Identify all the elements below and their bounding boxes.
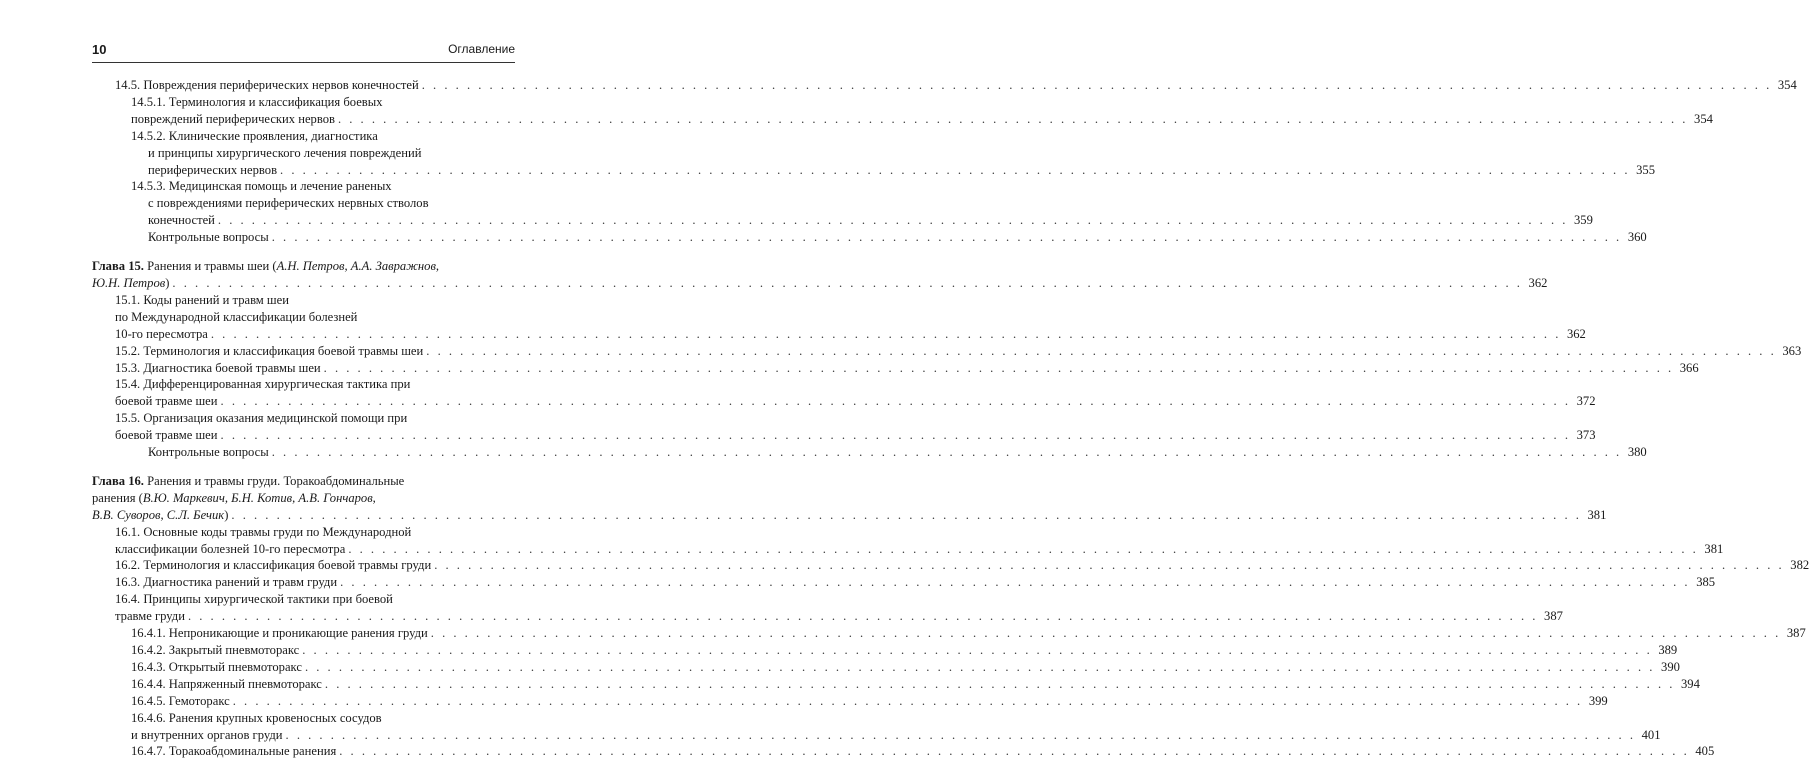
chapter-authors: В.Ю. Маркевич, Б.Н. Котив, А.В. Гончаров, bbox=[142, 490, 376, 505]
running-title: Оглавление bbox=[448, 42, 515, 56]
dot-leader: . . . . . . . . . . . . . . . . . . . . . . . . . . . . . . . . . . . . . . . . . . . . . . . . . . . . . . . . . . . . . . . . . . . . . . . . . . . . . . . . . . . . . . . . . . . . . . . . . . . . . . . . . . . . . . . . . . . . . . . . bbox=[210, 326, 1561, 341]
dot-leader: . . . . . . . . . . . . . . . . . . . . . . . . . . . . . . . . . . . . . . . . . . . . . . . . . . . . . . . . . . . . . . . . . . . . . . . . . . . . . . . . . . . . . . . . . . . . . . . . . . . . . . . . . . . . . . . . . . . . . . . . bbox=[285, 727, 1636, 742]
chapter-authors: В.В. Суворов, С.Л. Бечик bbox=[92, 507, 225, 522]
toc-entry-text: периферических нервов bbox=[148, 162, 278, 177]
toc-entry-text: 15.4. Дифференцированная хирургическая тактика при bbox=[115, 377, 411, 392]
toc-page-number: 381 bbox=[1704, 541, 1724, 556]
toc-page-number: 385 bbox=[1696, 575, 1716, 590]
toc-page-number: 362 bbox=[1566, 326, 1586, 341]
toc-entry-text: 14.5.1. Терминология и классификация боевых bbox=[131, 94, 383, 109]
toc-line-with-page bbox=[92, 727, 1661, 744]
toc-page-number: 399 bbox=[1588, 693, 1608, 708]
chapter-line bbox=[92, 258, 515, 275]
toc-entry-text: боевой травме шеи bbox=[115, 428, 218, 443]
dot-leader: . . . . . . . . . . . . . . . . . . . . . . . . . . . . . . . . . . . . . . . . . . . . . . . . . . . . . . . . . . . . . . . . . . . . . . . . . . . . . . . . . . . . . . . . . . . . . . . . . . . . . . . . . . . . . . . . . . . . . . . . bbox=[220, 394, 1571, 409]
toc-page-number: 394 bbox=[1681, 676, 1700, 691]
toc-page-number: 360 bbox=[1627, 230, 1647, 245]
toc-entry-text: 14.5.3. Медицинская помощь и лечение раненых bbox=[131, 179, 392, 194]
toc-line-with-page bbox=[92, 212, 1593, 229]
dot-leader: . . . . . . . . . . . . . . . . . . . . . . . . . . . . . . . . . . . . . . . . . . . . . . . . . . . . . . . . . . . . . . . . . . . . . . . . . . . . . . . . . . . . . . . . . . . . . . . . . . . . . . . . . . . . . . . . . . . . . . . . bbox=[220, 428, 1571, 443]
chapter-authors: А.Н. Петров, А.А. Завражнов, bbox=[276, 259, 440, 274]
toc-entry-text: 15.2. Терминология и классификация боевой травмы шеи bbox=[115, 343, 424, 358]
toc-entry bbox=[92, 229, 1647, 246]
toc-line-with-page bbox=[92, 608, 1563, 625]
chapter-line bbox=[92, 507, 228, 524]
toc-entry-text: классификации болезней 10-го пересмотра bbox=[115, 541, 346, 556]
chapter-authors: Ю.Н. Петров bbox=[92, 275, 166, 290]
toc-line-with-page bbox=[92, 642, 1678, 659]
toc-entry-text: 16.4.6. Ранения крупных кровеносных сосудов bbox=[131, 710, 382, 725]
toc-page-number: 359 bbox=[1574, 213, 1593, 228]
toc-entry bbox=[92, 343, 1802, 360]
toc-entry bbox=[92, 659, 1680, 676]
toc-line-with-page bbox=[92, 162, 1655, 179]
toc-entry-text: 15.5. Организация оказания медицинской помощи при bbox=[115, 411, 408, 426]
toc-entry bbox=[92, 574, 1716, 591]
toc-entry-text: 15.1. Коды ранений и травм шеи bbox=[115, 292, 289, 307]
toc-entry-text: повреждений периферических нервов bbox=[131, 111, 335, 126]
toc-line-with-page bbox=[92, 427, 1596, 444]
toc-line-with-page bbox=[92, 77, 1797, 94]
dot-leader: . . . . . . . . . . . . . . . . . . . . . . . . . . . . . . . . . . . . . . . . . . . . . . . . . . . . . . . . . . . . . . . . . . . . . . . . . . . . . . . . . . . . . . . . . . . . . . . . . . . . . . . . . . . . . . . . . . . . . . . . bbox=[304, 659, 1655, 674]
toc-entry-text: 10-го пересмотра bbox=[115, 326, 208, 341]
toc-line-with-page bbox=[92, 743, 1715, 760]
chapter-line bbox=[92, 275, 169, 292]
toc-entry-text: 16.4.4. Напряженный пневмоторакс bbox=[131, 676, 322, 691]
dot-leader: . . . . . . . . . . . . . . . . . . . . . . . . . . . . . . . . . . . . . . . . . . . . . . . . . . . . . . . . . . . . . . . . . . . . . . . . . . . . . . . . . . . . . . . . . . . . . . . . . . . . . . . . . . . . . . . . . . . . . . . . bbox=[421, 78, 1772, 92]
toc-entry bbox=[92, 743, 1715, 760]
toc-line-with-page bbox=[92, 111, 1713, 128]
toc-entry-text: по Международной классификации болезней bbox=[115, 309, 358, 324]
toc-entry-text: 14.5. Повреждения периферических нервов конечностей bbox=[115, 78, 419, 92]
toc-page-number: 363 bbox=[1782, 343, 1802, 358]
toc-line-with-page bbox=[92, 574, 1716, 591]
toc-page-number: 354 bbox=[1777, 78, 1797, 92]
toc-line-with-page bbox=[92, 360, 1699, 377]
toc-page-number: 389 bbox=[1658, 643, 1678, 657]
toc-entry-text: 16.3. Диагностика ранений и травм груди bbox=[115, 575, 338, 590]
chapter-line bbox=[92, 473, 515, 490]
toc-page-number: 405 bbox=[1695, 744, 1715, 759]
dot-leader: . . . . . . . . . . . . . . . . . . . . . . . . . . . . . . . . . . . . . . . . . . . . . . . . . . . . . . . . . . . . . . . . . . . . . . . . . . . . . . . . . . . . . . . . . . . . . . . . . . . . . . . . . . . . . . . . . . . . . . . . bbox=[348, 541, 1699, 556]
toc-entry-text: 16.4.7. Торакоабдоминальные ранения bbox=[131, 744, 337, 759]
toc-entry bbox=[92, 524, 1724, 558]
toc-entry bbox=[92, 710, 1661, 744]
dot-leader: . . . . . . . . . . . . . . . . . . . . . . . . . . . . . . . . . . . . . . . . . . . . . . . . . . . . . . . . . . . . . . . . . . . . . . . . . . . . . . . . . . . . . . . . . . . . . . . . . . . . . . . . . . . . . . . . . . . . . . . . bbox=[426, 343, 1777, 358]
toc-line-with-page bbox=[92, 541, 1724, 558]
chapter-heading bbox=[92, 473, 1607, 524]
toc-entry-text: травме груди bbox=[115, 609, 185, 624]
toc-entry-text: и внутренних органов груди bbox=[131, 727, 283, 742]
toc-line-with-page bbox=[92, 625, 1806, 642]
toc-entry-text: с повреждениями периферических нервных стволов bbox=[148, 196, 429, 211]
toc-section bbox=[92, 77, 1797, 246]
toc-page-number: 373 bbox=[1576, 428, 1596, 443]
toc-entry bbox=[92, 178, 1593, 229]
toc-entry bbox=[92, 410, 1596, 444]
toc-entry bbox=[92, 444, 1647, 461]
toc-line-with-page bbox=[92, 393, 1596, 410]
dot-leader: . . . . . . . . . . . . . . . . . . . . . . . . . . . . . . . . . . . . . . . . . . . . . . . . . . . . . . . . . . . . . . . . . . . . . . . . . . . . . . . . . . . . . . . . . . . . . . . . . . . . . . . . . . . . . . . . . . . . . . . . bbox=[323, 360, 1674, 375]
toc-entry bbox=[92, 557, 1809, 574]
toc-entry bbox=[92, 625, 1806, 642]
dot-leader: . . . . . . . . . . . . . . . . . . . . . . . . . . . . . . . . . . . . . . . . . . . . . . . . . . . . . . . . . . . . . . . . . . . . . . . . . . . . . . . . . . . . . . . . . . . . . . . . . . . . . . . . . . . . . . . . . . . . . . . . bbox=[340, 575, 1691, 590]
toc-entry-text: 16.4.5. Гемоторакс bbox=[131, 693, 230, 708]
toc-entry-text: Контрольные вопросы bbox=[148, 230, 269, 245]
dot-leader: . . . . . . . . . . . . . . . . . . . . . . . . . . . . . . . . . . . . . . . . . . . . . . . . . . . . . . . . . . . . . . . . . . . . . . . . . . . . . . . . . . . . . . . . . . . . . . . . . . . . . . . . . . . . . . . . . . . . . . . . bbox=[232, 693, 1583, 708]
toc-entry bbox=[92, 94, 1713, 128]
dot-leader: . . . . . . . . . . . . . . . . . . . . . . . . . . . . . . . . . . . . . . . . . . . . . . . . . . . . . . . . . . . . . . . . . . . . . . . . . . . . . . . . . . . . . . . . . . . . . . . . . . . . . . . . . . . . . . . . . . . . . . . . bbox=[302, 643, 1653, 657]
toc-entry bbox=[92, 693, 1608, 710]
toc-entry-text: 16.4.1. Непроникающие и проникающие ранения груди bbox=[131, 626, 428, 641]
toc-page-number: 387 bbox=[1544, 609, 1563, 624]
chapter-title-cont: ранения ( bbox=[92, 490, 143, 505]
dot-leader: . . . . . . . . . . . . . . . . . . . . . . . . . . . . . . . . . . . . . . . . . . . . . . . . . . . . . . . . . . . . . . . . . . . . . . . . . . . . . . . . . . . . . . . . . . . . . . . . . . . . . . . . . . . . . . . . . . . . . . . . bbox=[271, 230, 1622, 245]
toc-entry-text: 16.4. Принципы хирургической тактики при боевой bbox=[115, 592, 393, 607]
toc-entry bbox=[92, 642, 1678, 659]
toc-entry-text: 16.2. Терминология и классификация боевой травмы груди bbox=[115, 558, 432, 573]
table-of-contents bbox=[92, 77, 1809, 760]
toc-section bbox=[92, 473, 1809, 760]
chapter-title: Ранения и травмы шеи ( bbox=[147, 259, 277, 274]
toc-page-number: 366 bbox=[1679, 360, 1699, 375]
dot-leader: . . . . . . . . . . . . . . . . . . . . . . . . . . . . . . . . . . . . . . . . . . . . . . . . . . . . . . . . . . . . . . . . . . . . . . . . . . . . . . . . . . . . . . . . . . . . . . . . . . . . . . . . . . . . . . . . . . . . . . . . bbox=[280, 162, 1630, 177]
toc-line-with-page bbox=[92, 676, 1700, 693]
dot-leader: . . . . . . . . . . . . . . . . . . . . . . . . . . . . . . . . . . . . . . . . . . . . . . . . . . . . . . . . . . . . . . . . . . . . . . . . . . . . . . . . . . . . . . . . . . . . . . . . . . . . . . . . . . . . . . . . . . . . . . . . bbox=[231, 507, 1582, 522]
chapter-paren: ) bbox=[224, 507, 229, 522]
dot-leader: . . . . . . . . . . . . . . . . . . . . . . . . . . . . . . . . . . . . . . . . . . . . . . . . . . . . . . . . . . . . . . . . . . . . . . . . . . . . . . . . . . . . . . . . . . . . . . . . . . . . . . . . . . . . . . . . . . . . . . . . bbox=[324, 676, 1675, 691]
toc-page-number: 354 bbox=[1694, 111, 1713, 126]
toc-entry bbox=[92, 360, 1699, 377]
toc-entry bbox=[92, 376, 1596, 410]
toc-page-number: 362 bbox=[1528, 275, 1548, 290]
toc-line-with-page bbox=[92, 693, 1608, 710]
toc-page-number: 372 bbox=[1576, 394, 1596, 409]
toc-entry bbox=[92, 128, 1655, 179]
toc-entry-text: 16.1. Основные коды травмы груди по Международной bbox=[115, 524, 412, 539]
chapter-label: Глава 16. bbox=[92, 473, 144, 488]
chapter-title: Ранения и травмы груди. Торакоабдоминальные bbox=[147, 473, 405, 488]
chapter-label: Глава 15. bbox=[92, 259, 144, 274]
dot-leader: . . . . . . . . . . . . . . . . . . . . . . . . . . . . . . . . . . . . . . . . . . . . . . . . . . . . . . . . . . . . . . . . . . . . . . . . . . . . . . . . . . . . . . . . . . . . . . . . . . . . . . . . . . . . . . . . . . . . . . . . bbox=[434, 558, 1785, 573]
toc-section bbox=[92, 258, 1802, 461]
toc-entry-text: Контрольные вопросы bbox=[148, 445, 269, 460]
dot-leader: . . . . . . . . . . . . . . . . . . . . . . . . . . . . . . . . . . . . . . . . . . . . . . . . . . . . . . . . . . . . . . . . . . . . . . . . . . . . . . . . . . . . . . . . . . . . . . . . . . . . . . . . . . . . . . . . . . . . . . . . bbox=[430, 626, 1781, 641]
toc-entry-text: конечностей bbox=[148, 213, 215, 228]
toc-page-number: 401 bbox=[1641, 727, 1661, 742]
toc-entry-text: 16.4.2. Закрытый пневмоторакс bbox=[131, 643, 300, 657]
toc-page-number: 387 bbox=[1786, 626, 1806, 641]
toc-entry bbox=[92, 292, 1586, 343]
dot-leader: . . . . . . . . . . . . . . . . . . . . . . . . . . . . . . . . . . . . . . . . . . . . . . . . . . . . . . . . . . . . . . . . . . . . . . . . . . . . . . . . . . . . . . . . . . . . . . . . . . . . . . . . . . . . . . . . . . . . . . . . bbox=[217, 213, 1568, 228]
toc-entry-text: и принципы хирургического лечения повреждений bbox=[148, 145, 422, 160]
toc-entry-text: 15.3. Диагностика боевой травмы шеи bbox=[115, 360, 321, 375]
chapter-paren: ) bbox=[165, 275, 170, 290]
chapter-line bbox=[92, 490, 515, 507]
toc-line-with-page bbox=[92, 444, 1647, 461]
toc-page-number: 381 bbox=[1587, 507, 1607, 522]
toc-page-number: 355 bbox=[1636, 162, 1655, 177]
toc-line-with-page bbox=[92, 507, 1607, 524]
toc-line-with-page bbox=[92, 557, 1809, 574]
toc-line-with-page bbox=[92, 326, 1586, 343]
toc-entry-text: 16.4.3. Открытый пневмоторакс bbox=[131, 659, 302, 674]
toc-entry-text: 14.5.2. Клинические проявления, диагностика bbox=[131, 128, 378, 143]
toc-page-number: 382 bbox=[1790, 558, 1809, 573]
toc-entry bbox=[92, 676, 1700, 693]
page-number: 10 bbox=[92, 42, 107, 57]
dot-leader: . . . . . . . . . . . . . . . . . . . . . . . . . . . . . . . . . . . . . . . . . . . . . . . . . . . . . . . . . . . . . . . . . . . . . . . . . . . . . . . . . . . . . . . . . . . . . . . . . . . . . . . . . . . . . . . . . . . . . . . . bbox=[172, 275, 1523, 290]
toc-entry bbox=[92, 591, 1563, 625]
page-header bbox=[92, 40, 515, 63]
toc-line-with-page bbox=[92, 343, 1802, 360]
chapter-heading bbox=[92, 258, 1548, 292]
dot-leader: . . . . . . . . . . . . . . . . . . . . . . . . . . . . . . . . . . . . . . . . . . . . . . . . . . . . . . . . . . . . . . . . . . . . . . . . . . . . . . . . . . . . . . . . . . . . . . . . . . . . . . . . . . . . . . . . . . . . . . . . bbox=[187, 609, 1538, 624]
toc-entry bbox=[92, 77, 1797, 94]
toc-line-with-page bbox=[92, 275, 1548, 292]
toc-page-number: 390 bbox=[1661, 659, 1680, 674]
dot-leader: . . . . . . . . . . . . . . . . . . . . . . . . . . . . . . . . . . . . . . . . . . . . . . . . . . . . . . . . . . . . . . . . . . . . . . . . . . . . . . . . . . . . . . . . . . . . . . . . . . . . . . . . . . . . . . . . . . . . . . . . bbox=[339, 744, 1690, 759]
toc-line-with-page bbox=[92, 229, 1647, 246]
toc-page-number: 380 bbox=[1627, 445, 1647, 460]
dot-leader: . . . . . . . . . . . . . . . . . . . . . . . . . . . . . . . . . . . . . . . . . . . . . . . . . . . . . . . . . . . . . . . . . . . . . . . . . . . . . . . . . . . . . . . . . . . . . . . . . . . . . . . . . . . . . . . . . . . . . . . . bbox=[271, 445, 1622, 460]
dot-leader: . . . . . . . . . . . . . . . . . . . . . . . . . . . . . . . . . . . . . . . . . . . . . . . . . . . . . . . . . . . . . . . . . . . . . . . . . . . . . . . . . . . . . . . . . . . . . . . . . . . . . . . . . . . . . . . . . . . . . . . . bbox=[337, 111, 1688, 126]
toc-line-with-page bbox=[92, 659, 1680, 676]
toc-entry-text: боевой травме шеи bbox=[115, 394, 218, 409]
